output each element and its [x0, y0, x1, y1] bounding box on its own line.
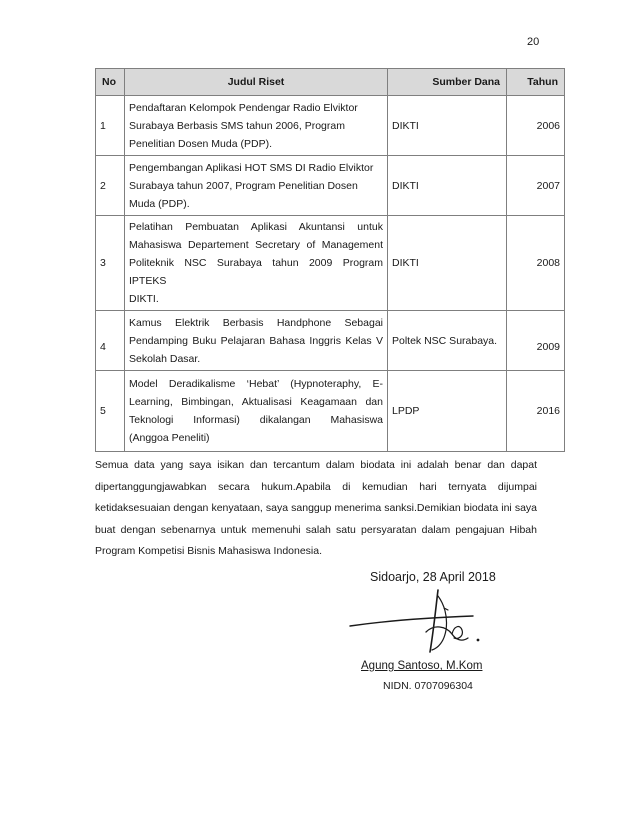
- judul-line: Pengembangan Aplikasi HOT SMS DI Radio Elviktor: [129, 161, 374, 174]
- row-sumber-dana: Poltek NSC Surabaya.: [388, 311, 507, 371]
- page-number: 20: [527, 36, 540, 48]
- header-no: No: [96, 69, 125, 96]
- row-sumber-dana: LPDP: [388, 371, 507, 452]
- judul-line: Surabaya tahun 2007, Program Penelitian Dosen: [129, 179, 358, 192]
- header-judul-riset: Judul Riset: [125, 69, 388, 96]
- judul-line: Politeknik NSC Surabaya tahun 2009 Program IPTEKS: [129, 257, 383, 287]
- row-judul: [125, 371, 388, 452]
- table-row: [96, 216, 565, 311]
- row-no: 1: [96, 96, 125, 156]
- research-table: [95, 68, 565, 452]
- place-date: Sidoarjo, 28 April 2018: [370, 570, 496, 584]
- table-row: [96, 371, 565, 452]
- judul-line: Penelitian Dosen Muda (PDP).: [129, 137, 272, 150]
- table-row: [96, 311, 565, 371]
- row-tahun: 2009: [507, 311, 565, 371]
- judul-line: Teknologi Informasi) dikalangan Mahasiswa: [129, 414, 383, 426]
- judul-line: Learning, Bimbingan, Aktualisasi Keagamaan dan: [129, 396, 383, 408]
- row-judul: [125, 96, 388, 156]
- row-sumber-dana: DIKTI: [388, 216, 507, 311]
- judul-line: Surabaya Berbasis SMS tahun 2006, Program: [129, 119, 345, 132]
- judul-line: Muda (PDP).: [129, 197, 190, 210]
- row-judul: [125, 216, 388, 311]
- judul-line: Kamus Elektrik Berbasis Handphone Sebagai: [129, 316, 383, 329]
- row-judul: [125, 311, 388, 371]
- row-no: 4: [96, 311, 125, 371]
- judul-line: Sekolah Dasar.: [129, 352, 201, 365]
- table-header-row: [96, 69, 565, 96]
- row-no: 2: [96, 156, 125, 216]
- table-row: [96, 96, 565, 156]
- row-tahun: 2007: [507, 156, 565, 216]
- judul-line: Mahasiswa Departement Secretary of Management: [129, 239, 383, 251]
- judul-line: (Anggoa Peneliti): [129, 432, 210, 444]
- judul-line: Pendaftaran Kelompok Pendengar Radio Elviktor: [129, 101, 358, 114]
- judul-line: DIKTI.: [129, 293, 159, 305]
- row-tahun: 2006: [507, 96, 565, 156]
- judul-line: Model Deradikalisme ‘Hebat’ (Hypnoteraphy, E-: [129, 378, 383, 390]
- row-no: 3: [96, 216, 125, 311]
- signature-image: [348, 588, 488, 665]
- judul-line: Pelatihan Pembuatan Aplikasi Akuntansi untuk: [129, 221, 383, 233]
- signer-name: Agung Santoso, M.Kom: [361, 660, 483, 672]
- judul-line: Pendamping Buku Pelajaran Bahasa Inggris Kelas V: [129, 334, 383, 347]
- header-sumber-dana: Sumber Dana: [388, 69, 507, 96]
- header-tahun: Tahun: [507, 69, 565, 96]
- table-row: [96, 156, 565, 216]
- statement-paragraph: Semua data yang saya isikan dan tercantum dalam biodata ini adalah benar dan dapat dipertanggungjawabkan secara hukum.Apabila di kemudian hari ternyata dijumpai ketidaksesuaian dengan kenyataan, saya sanggup menerima sanksi.Demikian biodata ini saya buat dengan sebenarnya untuk memenuhi salah satu persyaratan dalam pengajuan Hibah Program Kompetisi Bisnis Mahasiswa Indonesia.: [95, 459, 537, 558]
- row-tahun: 2008: [507, 216, 565, 311]
- row-no: 5: [96, 371, 125, 452]
- signer-nidn: NIDN. 0707096304: [383, 680, 473, 692]
- row-sumber-dana: DIKTI: [388, 156, 507, 216]
- row-judul: [125, 156, 388, 216]
- row-tahun: 2016: [507, 371, 565, 452]
- row-sumber-dana: DIKTI: [388, 96, 507, 156]
